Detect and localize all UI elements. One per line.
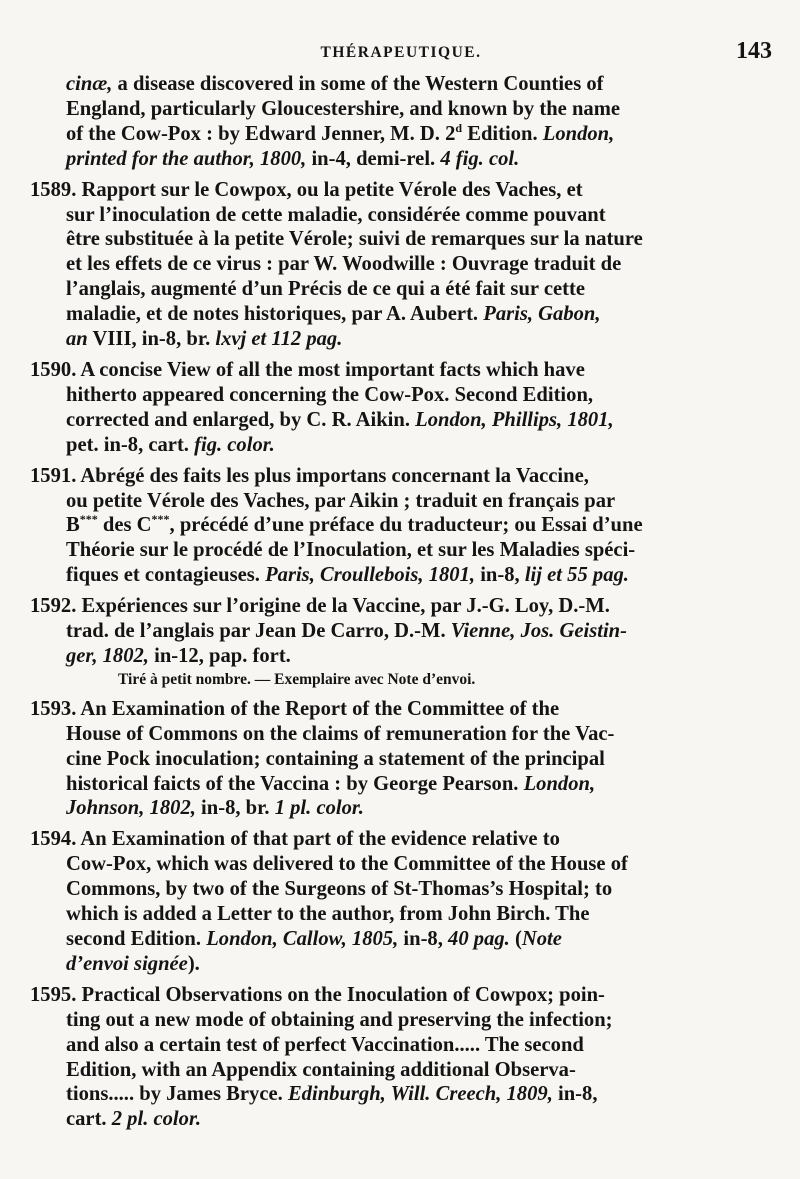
entry-line xyxy=(66,408,742,433)
text-run: in-8, xyxy=(475,564,525,587)
text-run: , précédé d’une préface du traducteur; ou Essai d’une xyxy=(169,514,643,537)
text-run: ). xyxy=(187,952,200,975)
entry-line xyxy=(66,877,742,902)
entry-line xyxy=(66,619,742,644)
text-run: London, xyxy=(542,122,615,145)
page-number: 143 xyxy=(736,38,772,64)
text-run: 1 pl. color. xyxy=(274,797,364,820)
bibliography-entry xyxy=(30,178,742,352)
text-run: a disease discovered in some of the Western Counties of xyxy=(112,73,604,95)
entry-line xyxy=(66,122,742,147)
entry-line xyxy=(30,827,742,852)
entry-line xyxy=(66,227,742,252)
text-run: lij et 55 pag. xyxy=(524,564,629,587)
text-run: sur l’inoculation de cette maladie, considérée comme pouvant xyxy=(66,203,606,226)
text-run: Edition. xyxy=(462,122,543,145)
text-run: l’anglais, augmenté d’un Précis de ce qui a été fait sur cette xyxy=(66,278,585,301)
text-run: et les effets de ce virus : par W. Woodwille : Ouvrage traduit de xyxy=(66,253,622,276)
text-run: House of Commons on the claims of remuneration for the Vac- xyxy=(66,722,615,745)
text-run: B xyxy=(66,514,80,537)
text-run: Vienne, Jos. Geistin- xyxy=(450,620,627,643)
text-run: d xyxy=(455,120,463,135)
entry-line xyxy=(66,277,742,302)
text-run: cine Pock inoculation; containing a statement of the principal xyxy=(66,747,605,770)
entry-line xyxy=(66,489,742,514)
text-run: An Examination of the Report of the Committee of the xyxy=(80,697,560,720)
entry-line xyxy=(30,464,742,489)
entry-line xyxy=(66,747,742,772)
bibliography-entry xyxy=(30,594,742,669)
entry-line xyxy=(66,97,742,122)
entry-line xyxy=(66,902,742,927)
text-run: 2 pl. color. xyxy=(111,1108,201,1131)
entry-number: 1590. xyxy=(30,358,81,381)
entry-line xyxy=(66,644,742,669)
entry-line xyxy=(66,302,742,327)
text-run: lxvj et 112 pag. xyxy=(215,328,343,351)
entry-line xyxy=(30,697,742,722)
text-run: Edition, with an Appendix containing additional Observa- xyxy=(66,1058,576,1081)
text-run: des C xyxy=(97,514,152,537)
text-run: ou petite Vérole des Vaches, par Aikin ; traduit en français par xyxy=(66,489,616,512)
text-run: A concise View of all the most important facts which have xyxy=(80,358,585,381)
entry-line xyxy=(66,383,742,408)
text-run: d’envoi signée xyxy=(66,952,188,975)
text-run: second Edition. xyxy=(66,928,207,950)
entry-line xyxy=(66,72,742,97)
text-run: which is added a Letter to the author, from John Birch. The xyxy=(66,903,590,926)
text-run: fig. color. xyxy=(194,433,275,456)
entry-line xyxy=(66,203,742,228)
entry-line xyxy=(66,563,742,588)
page-header xyxy=(30,38,772,72)
entry-number: 1594. xyxy=(30,828,81,851)
entry-line xyxy=(66,952,742,977)
text-run: ger, 1802, xyxy=(66,644,149,667)
entry-line xyxy=(66,772,742,797)
text-run: London, Phillips, 1801, xyxy=(415,408,614,431)
bibliography-entries xyxy=(30,72,742,1132)
entry-line xyxy=(30,983,742,1008)
text-run: être substituée à la petite Vérole; suivi de remarques sur la nature xyxy=(66,228,643,251)
text-run: *** xyxy=(79,512,98,527)
text-run: *** xyxy=(151,512,170,527)
text-run: Note xyxy=(521,928,562,950)
entry-line xyxy=(66,852,742,877)
text-run: cinæ, xyxy=(66,73,113,95)
entry-number: 1592. xyxy=(30,595,82,618)
text-run: corrected and enlarged, by C. R. Aikin. xyxy=(66,408,416,431)
text-run: 4 fig. col. xyxy=(440,147,520,170)
text-run: Cow-Pox, which was delivered to the Committee of the House of xyxy=(66,853,628,876)
entry-line xyxy=(66,1082,742,1107)
entry-note: Tiré à petit nombre. — Exemplaire avec Note d’envoi. xyxy=(118,670,476,688)
text-run: maladie, et de notes historiques, par A. Aubert. xyxy=(66,303,484,326)
bibliography-entry xyxy=(30,72,742,172)
entry-number: 1595. xyxy=(30,983,82,1006)
text-run: ( xyxy=(509,928,522,950)
entry-number: 1593. xyxy=(30,697,81,720)
text-run: in-4, demi-rel. xyxy=(306,147,441,170)
text-run: Paris, Croullebois, 1801, xyxy=(265,564,476,587)
text-run: hitherto appeared concerning the Cow-Pox. Second Edition, xyxy=(66,383,594,406)
entry-line xyxy=(66,433,742,458)
text-run: 40 pag. xyxy=(448,928,510,950)
entry-line xyxy=(66,1058,742,1083)
text-run: VIII, in-8, br. xyxy=(87,328,216,351)
entry-line xyxy=(66,513,742,538)
text-run: in-12, pap. fort. xyxy=(148,644,291,667)
entry-line xyxy=(66,796,742,821)
bibliography-entry xyxy=(30,983,742,1132)
entry-line xyxy=(30,178,742,203)
entry-line xyxy=(30,358,742,383)
entry-line xyxy=(66,1033,742,1058)
text-run: Edinburgh, Will. Creech, 1809, xyxy=(287,1083,553,1106)
entry-line xyxy=(66,722,742,747)
entry-line xyxy=(66,1008,742,1033)
bibliography-entry xyxy=(30,697,742,822)
entry-line xyxy=(66,1107,742,1132)
text-run: in-8, xyxy=(552,1083,598,1106)
text-run: in-8, xyxy=(398,928,449,950)
entry-number: 1591. xyxy=(30,464,81,487)
text-run: cart. xyxy=(66,1108,112,1131)
text-run: of the Cow-Pox : by Edward Jenner, M. D. 2 xyxy=(66,122,456,145)
text-run: in-8, br. xyxy=(195,797,275,820)
text-run: printed for the author, 1800, xyxy=(66,147,307,170)
entry-line xyxy=(66,327,742,352)
text-run: London, Callow, 1805, xyxy=(206,928,399,950)
text-run: an xyxy=(66,328,88,351)
text-run: Paris, Gabon, xyxy=(483,303,601,326)
text-run: An Examination of that part of the evidence relative to xyxy=(80,828,560,851)
text-run: Expériences sur l’origine de la Vaccine, par J.-G. Loy, D.-M. xyxy=(81,595,610,618)
text-run: England, particularly Gloucestershire, and known by the name xyxy=(66,97,620,120)
entry-line xyxy=(66,538,742,563)
text-run: and also a certain test of perfect Vaccination..... The second xyxy=(66,1033,584,1056)
entry-line xyxy=(66,147,742,172)
bibliography-entry xyxy=(30,464,742,589)
text-run: fiques et contagieuses. xyxy=(66,564,266,587)
text-run: Practical Observations on the Inoculation of Cowpox; poin- xyxy=(81,983,605,1006)
bibliography-entry xyxy=(30,358,742,458)
text-run: tions..... by James Bryce. xyxy=(66,1083,288,1106)
text-run: Commons, by two of the Surgeons of St-Thomas’s Hospital; to xyxy=(66,878,613,901)
entry-line xyxy=(66,252,742,277)
entry-line xyxy=(66,927,742,952)
text-run: ting out a new mode of obtaining and preserving the infection; xyxy=(66,1008,613,1031)
bibliography-entry xyxy=(30,827,742,976)
text-run: London, xyxy=(523,772,596,795)
text-run: Théorie sur le procédé de l’Inoculation, et sur les Maladies spéci- xyxy=(66,539,636,562)
entry-line xyxy=(30,594,742,619)
text-run: Johnson, 1802, xyxy=(66,797,196,820)
entry-number: 1589. xyxy=(30,178,82,201)
text-run: trad. de l’anglais par Jean De Carro, D.-M. xyxy=(66,620,451,643)
text-run: pet. in-8, cart. xyxy=(66,433,195,456)
text-run: Rapport sur le Cowpox, ou la petite Vérole des Vaches, et xyxy=(81,178,583,201)
text-run: Abrégé des faits les plus importans concernant la Vaccine, xyxy=(80,464,589,487)
running-head: THÉRAPEUTIQUE. xyxy=(320,44,482,61)
text-run: historical faicts of the Vaccina : by George Pearson. xyxy=(66,772,524,795)
